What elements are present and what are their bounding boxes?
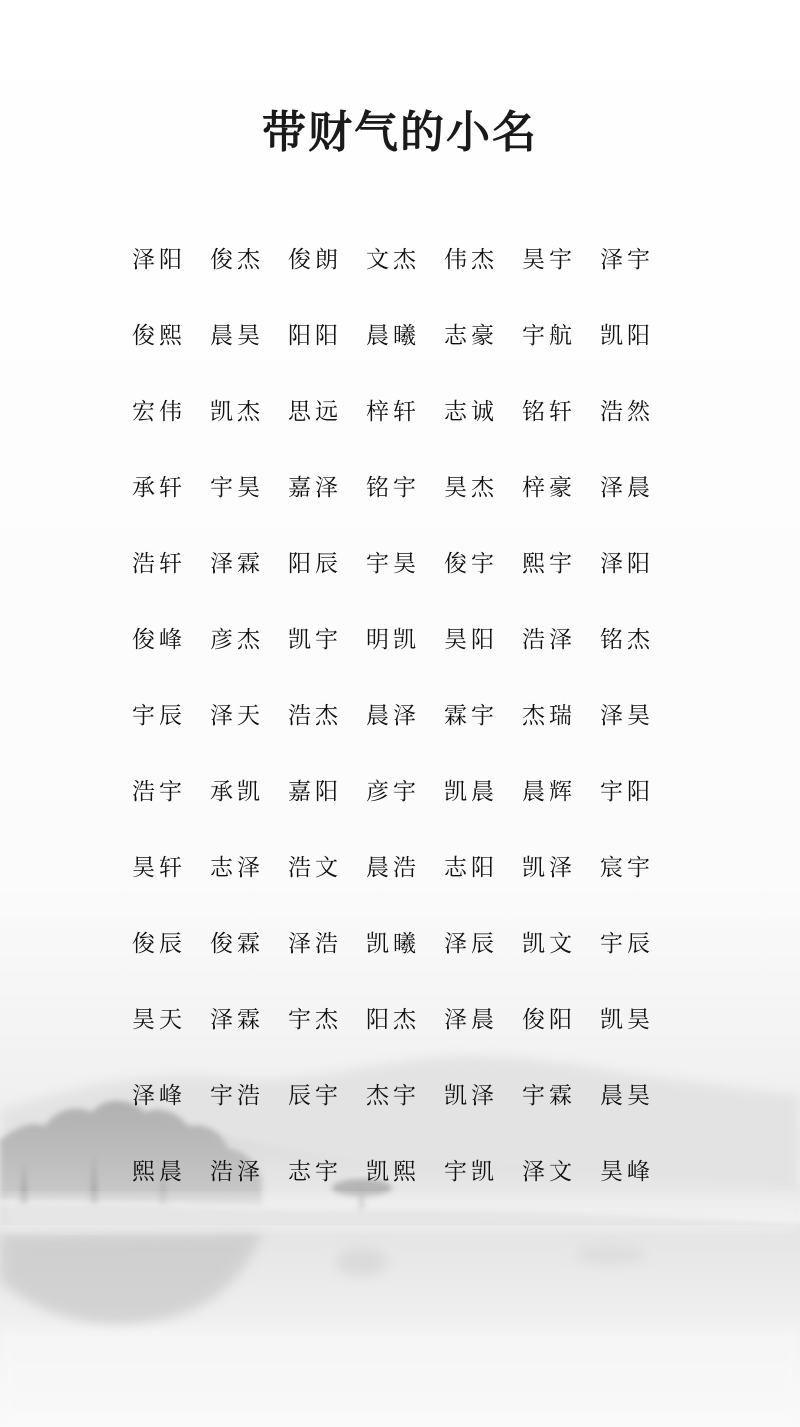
name-row: [120, 754, 680, 830]
name-cell: 俊宇: [444, 551, 498, 577]
name-cell: 俊熙: [132, 323, 186, 349]
name-cell: 泽晨: [444, 1007, 498, 1033]
name-cell: 志豪: [444, 323, 498, 349]
name-cell: 泽浩: [288, 931, 342, 957]
name-row: [120, 678, 680, 754]
name-cell: 凯曦: [366, 931, 420, 957]
name-cell: 承凯: [210, 779, 264, 805]
name-cell: 泽霖: [210, 551, 264, 577]
name-cell: 泽阳: [600, 551, 654, 577]
name-cell: 志泽: [210, 855, 264, 881]
name-cell: 思远: [288, 399, 342, 425]
name-cell: 凯昊: [600, 1007, 654, 1033]
name-cell: 宇凯: [444, 1159, 498, 1185]
name-cell: 宇辰: [132, 703, 186, 729]
name-row: [120, 1134, 680, 1210]
name-cell: 宇浩: [210, 1083, 264, 1109]
name-row: [120, 374, 680, 450]
name-cell: 凯熙: [366, 1159, 420, 1185]
name-cell: 昊轩: [132, 855, 186, 881]
name-cell: 昊杰: [444, 475, 498, 501]
name-row: [120, 602, 680, 678]
name-cell: 泽文: [522, 1159, 576, 1185]
name-cell: 俊辰: [132, 931, 186, 957]
name-row: [120, 1058, 680, 1134]
name-cell: 梓豪: [522, 475, 576, 501]
name-cell: 泽晨: [600, 475, 654, 501]
name-cell: 晨昊: [210, 323, 264, 349]
name-cell: 晨昊: [600, 1083, 654, 1109]
name-cell: 昊阳: [444, 627, 498, 653]
name-cell: 昊峰: [600, 1159, 654, 1185]
name-cell: 凯阳: [600, 323, 654, 349]
name-cell: 浩泽: [522, 627, 576, 653]
name-cell: 昊宇: [522, 247, 576, 273]
name-cell: 凯晨: [444, 779, 498, 805]
name-cell: 志诚: [444, 399, 498, 425]
name-row: [120, 298, 680, 374]
name-row: [120, 222, 680, 298]
name-cell: 俊阳: [522, 1007, 576, 1033]
name-cell: 凯杰: [210, 399, 264, 425]
name-cell: 阳辰: [288, 551, 342, 577]
name-row: [120, 526, 680, 602]
name-cell: 梓轩: [366, 399, 420, 425]
name-cell: 宏伟: [132, 399, 186, 425]
name-cell: 宇杰: [288, 1007, 342, 1033]
name-cell: 嘉阳: [288, 779, 342, 805]
name-cell: 伟杰: [444, 247, 498, 273]
names-grid: [120, 222, 680, 1210]
name-cell: 铭宇: [366, 475, 420, 501]
name-cell: 志宇: [288, 1159, 342, 1185]
name-cell: 俊朗: [288, 247, 342, 273]
name-cell: 熙宇: [522, 551, 576, 577]
page-title: 带财气的小名: [262, 107, 538, 158]
name-cell: 泽峰: [132, 1083, 186, 1109]
name-cell: 泽辰: [444, 931, 498, 957]
name-row: [120, 830, 680, 906]
name-cell: 晨浩: [366, 855, 420, 881]
name-cell: 浩然: [600, 399, 654, 425]
name-cell: 明凯: [366, 627, 420, 653]
name-cell: 杰瑞: [522, 703, 576, 729]
name-row: [120, 906, 680, 982]
name-cell: 辰宇: [288, 1083, 342, 1109]
name-cell: 宇辰: [600, 931, 654, 957]
name-row: [120, 450, 680, 526]
name-cell: 俊峰: [132, 627, 186, 653]
name-cell: 晨泽: [366, 703, 420, 729]
name-cell: 泽阳: [132, 247, 186, 273]
name-cell: 俊霖: [210, 931, 264, 957]
name-cell: 彦宇: [366, 779, 420, 805]
name-cell: 晨曦: [366, 323, 420, 349]
name-cell: 凯文: [522, 931, 576, 957]
name-cell: 浩轩: [132, 551, 186, 577]
name-cell: 宇昊: [366, 551, 420, 577]
name-cell: 阳阳: [288, 323, 342, 349]
name-cell: 铭杰: [600, 627, 654, 653]
name-row: [120, 982, 680, 1058]
name-cell: 泽霖: [210, 1007, 264, 1033]
name-cell: 阳杰: [366, 1007, 420, 1033]
name-cell: 嘉泽: [288, 475, 342, 501]
name-cell: 凯泽: [444, 1083, 498, 1109]
name-cell: 浩文: [288, 855, 342, 881]
name-cell: 宇昊: [210, 475, 264, 501]
name-cell: 宸宇: [600, 855, 654, 881]
name-cell: 凯泽: [522, 855, 576, 881]
name-cell: 浩杰: [288, 703, 342, 729]
name-cell: 宇霖: [522, 1083, 576, 1109]
name-cell: 铭轩: [522, 399, 576, 425]
name-cell: 晨辉: [522, 779, 576, 805]
name-cell: 宇阳: [600, 779, 654, 805]
name-cell: 俊杰: [210, 247, 264, 273]
name-cell: 泽天: [210, 703, 264, 729]
name-cell: 志阳: [444, 855, 498, 881]
name-cell: 宇航: [522, 323, 576, 349]
name-cell: 浩宇: [132, 779, 186, 805]
name-cell: 杰宇: [366, 1083, 420, 1109]
name-cell: 泽昊: [600, 703, 654, 729]
name-cell: 霖宇: [444, 703, 498, 729]
name-cell: 彦杰: [210, 627, 264, 653]
name-cell: 泽宇: [600, 247, 654, 273]
name-cell: 昊天: [132, 1007, 186, 1033]
name-cell: 承轩: [132, 475, 186, 501]
name-cell: 熙晨: [132, 1159, 186, 1185]
name-cell: 浩泽: [210, 1159, 264, 1185]
name-cell: 文杰: [366, 247, 420, 273]
name-cell: 凯宇: [288, 627, 342, 653]
